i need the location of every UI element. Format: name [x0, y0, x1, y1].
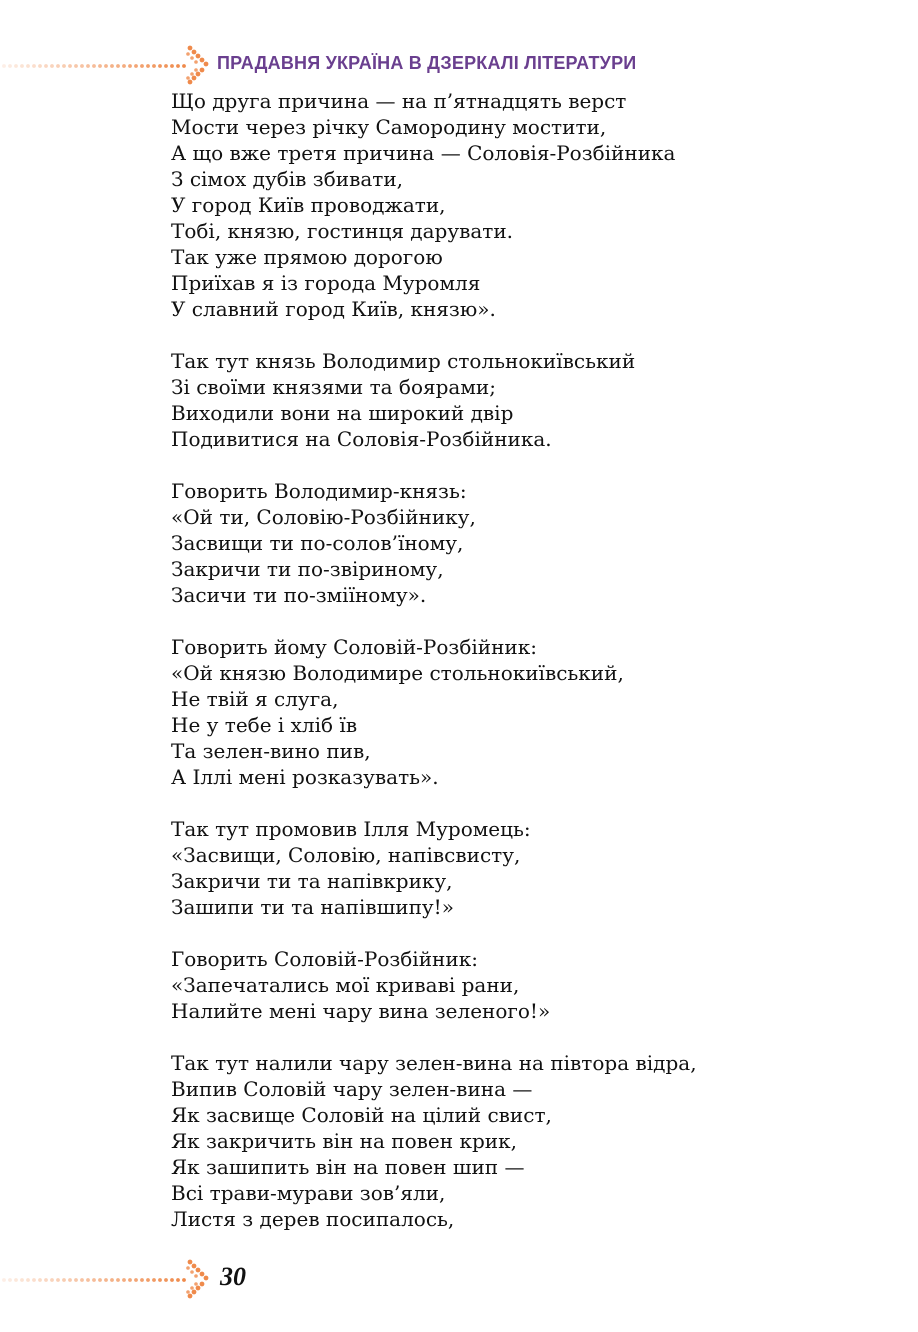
poem-line: А що вже третя причина — Соловія-Розбійника — [171, 141, 676, 165]
poem-line: Тобі, князю, гостинця дарувати. — [171, 219, 514, 243]
poem-line: «Ой князю Володимире стольнокиївський, — [171, 661, 624, 685]
poem-line: Засвищи ти по-солов’їному, — [171, 531, 464, 555]
section-title: ПРАДАВНЯ УКРАЇНА В ДЗЕРКАЛІ ЛІТЕРАТУРИ — [217, 53, 637, 73]
stanza — [171, 634, 891, 790]
poem-line: Налийте мені чару вина зеленого!» — [171, 999, 551, 1023]
poem-line: Не у тебе і хліб їв — [171, 713, 358, 737]
poem-line: Так тут князь Володимир стольнокиївський — [171, 349, 636, 373]
stanza — [171, 816, 891, 920]
poem-line: Подивитися на Соловія-Розбійника. — [171, 427, 552, 451]
page-number: 30 — [220, 1262, 246, 1291]
poem-line: Зашипи ти та напівшипу!» — [171, 895, 454, 919]
dotted-arrow-decoration — [0, 1258, 215, 1302]
poem-line: Зі своїми князями та боярами; — [171, 375, 496, 399]
poem-line: Листя з дерев посипалось, — [171, 1207, 455, 1231]
page-header — [0, 44, 918, 88]
poem-line: Закричи ти та напівкрику, — [171, 869, 453, 893]
poem-line: Говорить Соловій-Розбійник: — [171, 947, 478, 971]
poem-line: У город Київ проводжати, — [171, 193, 446, 217]
poem-line: Приїхав я із города Муромля — [171, 271, 481, 295]
poem-line: Говорить Володимир-князь: — [171, 479, 467, 503]
poem-line: Засичи ти по-зміїному». — [171, 583, 427, 607]
poem-line: А Іллі мені розказувать». — [171, 765, 439, 789]
poem-line: Виходили вони на широкий двір — [171, 401, 514, 425]
stanza — [171, 88, 891, 322]
poem-line: Говорить йому Соловій-Розбійник: — [171, 635, 537, 659]
poem-line: Що друга причина — на п’ятнадцять верст — [171, 89, 627, 113]
dotted-arrow-decoration — [0, 44, 215, 88]
stanza — [171, 946, 891, 1024]
poem-line: «Ой ти, Соловію-Розбійнику, — [171, 505, 476, 529]
poem-line: «Засвищи, Соловію, напівсвисту, — [171, 843, 521, 867]
poem-line: Закричи ти по-звіриному, — [171, 557, 444, 581]
stanza — [171, 1050, 891, 1232]
page-footer — [0, 1258, 918, 1302]
poem-line: Як зашипить він на повен шип — — [171, 1155, 525, 1179]
poem-line: «Запечатались мої криваві рани, — [171, 973, 520, 997]
stanza — [171, 478, 891, 608]
poem-line: Так тут налили чару зелен-вина на півтора відра, — [171, 1051, 697, 1075]
poem-line: Так уже прямою дорогою — [171, 245, 443, 269]
poem-line: Всі трави-мурави зов’яли, — [171, 1181, 446, 1205]
poem-line: Випив Соловій чару зелен-вина — — [171, 1077, 533, 1101]
poem-text — [171, 88, 891, 1258]
stanza — [171, 348, 891, 452]
poem-line: Мости через річку Самородину мостити, — [171, 115, 607, 139]
poem-line: Так тут промовив Ілля Муромець: — [171, 817, 531, 841]
poem-line: У славний город Київ, князю». — [171, 297, 496, 321]
poem-line: Та зелен-вино пив, — [171, 739, 371, 763]
poem-line: З сімох дубів збивати, — [171, 167, 404, 191]
poem-line: Як закричить він на повен крик, — [171, 1129, 517, 1153]
poem-line: Не твій я слуга, — [171, 687, 339, 711]
poem-line: Як засвище Соловій на цілий свист, — [171, 1103, 552, 1127]
